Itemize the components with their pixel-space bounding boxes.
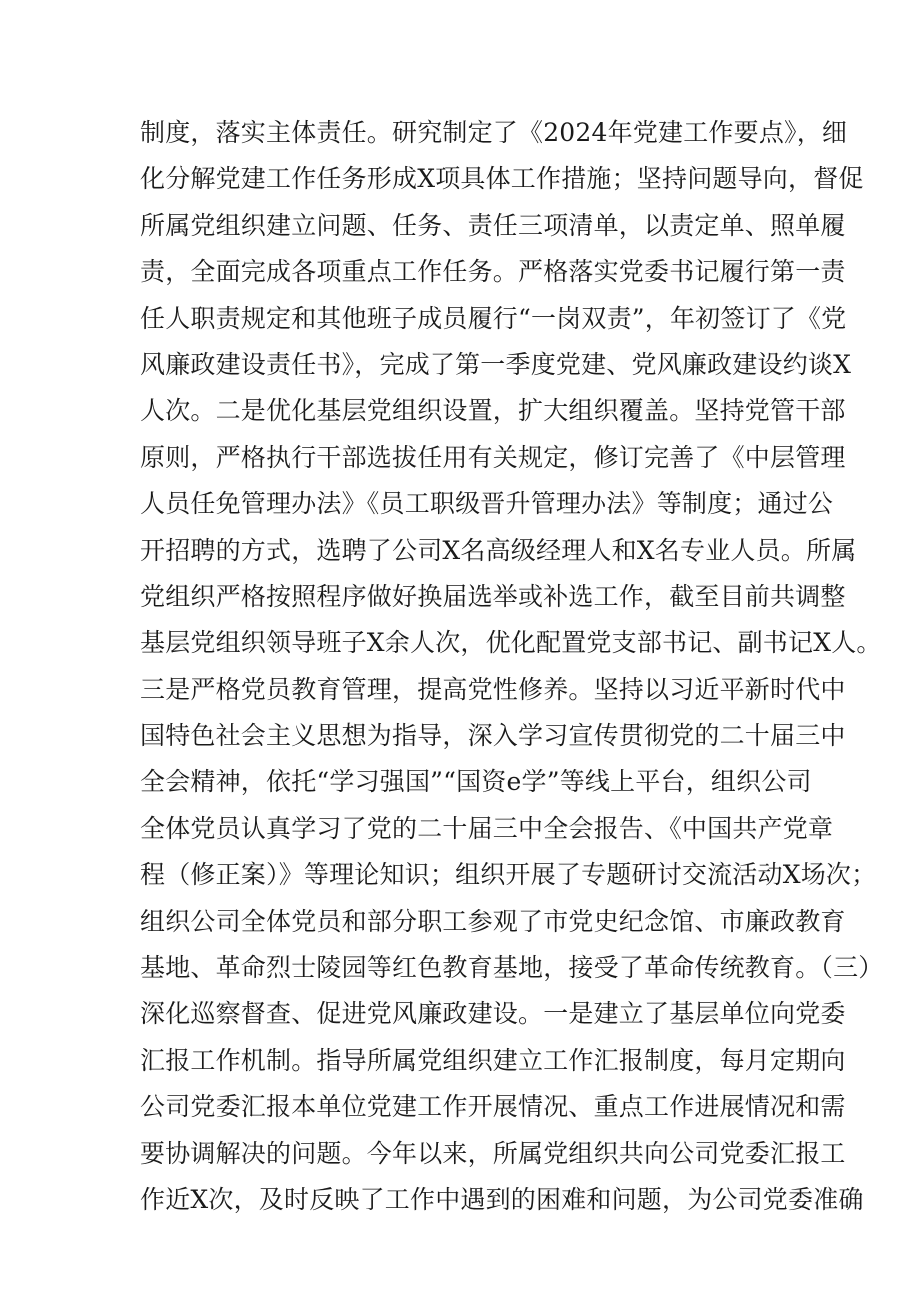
text-line: 国特色社会主义思想为指导，深入学习宣传贯彻党的二十届三中: [140, 721, 846, 751]
text-line: 党组织严格按照程序做好换届选举或补选工作，截至目前共调整: [140, 581, 846, 611]
text-line: 责，全面完成各项重点工作任务。严格落实党委书记履行第一责: [140, 257, 846, 287]
text-line: 原则，严格执行干部选拔任用有关规定，修订完善了《中层管理: [140, 442, 846, 472]
text-line: 基层党组织领导班子X余人次，优化配置党支部书记、副书记X人。: [140, 628, 882, 658]
text-line: 风廉政建设责任书》，完成了第一季度党建、党风廉政建设约谈X: [140, 349, 852, 379]
text-line: 作近X次，及时反映了工作中遇到的困难和问题，为公司党委准确: [140, 1184, 864, 1214]
text-line: 汇报工作机制。指导所属党组织建立工作汇报制度，每月定期向: [140, 1045, 846, 1075]
text-line: 全体党员认真学习了党的二十届三中全会报告、《中国共产党章: [140, 813, 834, 843]
body-text: [140, 110, 884, 1223]
text-line: 任人职责规定和其他班子成员履行“一岗双责”，年初签订了《党: [140, 303, 847, 333]
text-line: 三是严格党员教育管理，提高党性修养。坚持以习近平新时代中: [140, 674, 846, 704]
text-line: 人员任免管理办法》《员工职级晋升管理办法》等制度；通过公: [140, 489, 834, 519]
text-line: 组织公司全体党员和部分职工参观了市党史纪念馆、市廉政教育: [140, 906, 846, 936]
text-line: 全会精神，依托“学习强国”“国资e学”等线上平台，组织公司: [140, 767, 812, 797]
text-line: 开招聘的方式，选聘了公司X名高级经理人和X名专业人员。所属: [140, 535, 857, 565]
text-line: 人次。二是优化基层党组织设置，扩大组织覆盖。坚持党管干部: [140, 396, 846, 426]
text-line: 基地、革命烈士陵园等红色教育基地，接受了革命传统教育。（三）: [140, 953, 884, 983]
text-line: 化分解党建工作任务形成X项具体工作措施；坚持问题导向，督促: [140, 164, 864, 194]
text-line: 公司党委汇报本单位党建工作开展情况、重点工作进展情况和需: [140, 1092, 846, 1122]
text-line: 制度，落实主体责任。研究制定了《2024年党建工作要点》，细: [140, 118, 848, 147]
text-line: 所属党组织建立问题、任务、责任三项清单，以责定单、照单履: [140, 210, 846, 240]
text-line: 要协调解决的问题。今年以来，所属党组织共向公司党委汇报工: [140, 1138, 846, 1168]
text-line: 深化巡察督查、促进党风廉政建设。一是建立了基层单位向党委: [140, 999, 846, 1029]
text-line: 程（修正案）》等理论知识；组织开展了专题研讨交流活动X场次；: [140, 860, 877, 890]
